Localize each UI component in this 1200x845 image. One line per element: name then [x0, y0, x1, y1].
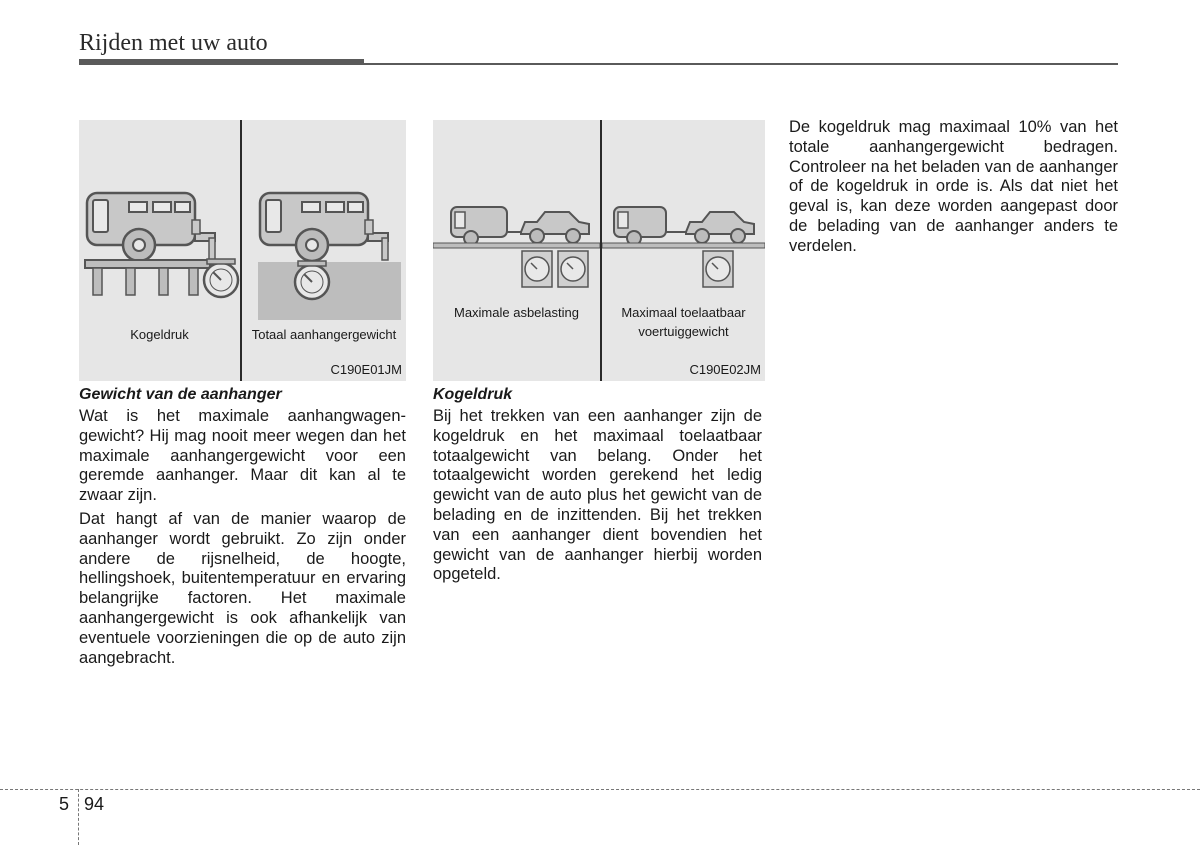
paragraph: De kogeldruk mag maximaal 10% van het totale aanhangergewicht bedragen. Controleer na het beladen van de aanhanger of de kogeldruk in orde is. Als dat niet het geval is, kan deze worden aangepast door de belading van de aanhanger anders te verdelen.: [789, 118, 1118, 255]
figure-trailer-weight: [79, 120, 406, 381]
caption-maximaal-toelaatbaar: [602, 303, 765, 341]
section-heading-kogeldruk: Kogeldruk: [433, 386, 513, 403]
header-rule-thick: [79, 59, 364, 65]
caption-totaal-aanhangergewicht: Totaal aanhangergewicht: [251, 327, 397, 342]
illustration-car-trailer-axle-scales: [433, 120, 600, 300]
figure-code: C190E02JM: [689, 362, 761, 377]
caption-line-1: Maximaal toelaatbaar: [621, 305, 746, 320]
footer-divider: [0, 789, 1200, 790]
figure-axle-load: [433, 120, 765, 381]
page-number: 94: [84, 794, 105, 814]
illustration-trailer-on-scale-left: [79, 120, 240, 320]
paragraph: Bij het trekken van een aanhanger zijn de kogeldruk en het maximaal toelaatbaar totaalgewicht van belang. Onder het totaalgewicht worden gerekend het ledig gewicht van de auto plus het gewicht van de belading en de inzittenden. Bij het trekken van een aanhanger dient bovendien het gewicht van de aanhanger hierbij worden opgeteld.: [433, 407, 762, 584]
caption-line-2: voertuiggewicht: [638, 324, 729, 339]
paragraph: Dat hangt af van de manier waarop de aanhanger wordt gebruikt. Zo zijn onder andere de rijsnelheid, de hoogte, hellingshoek, buitentemperatuur en ervaring belangrijke factoren. Het maximale aanhangergewicht is ook afhankelijk van eventuele voorzieningen die op de auto zijn aangebracht.: [79, 510, 406, 667]
paragraph: Wat is het maximale aanhangwagen-gewicht? Hij mag nooit meer wegen dan het maximale aanhangergewicht voor een geremde aanhanger. Maar dit kan al te zwaar zijn.: [79, 407, 406, 505]
figure-divider: [600, 120, 602, 381]
header-rule-thin: [364, 63, 1118, 65]
footer-vertical-divider: [78, 789, 79, 845]
caption-maximale-asbelasting: Maximale asbelasting: [453, 305, 579, 320]
page-header-title: Rijden met uw auto: [79, 30, 268, 56]
illustration-trailer-on-scale-right: [242, 120, 406, 320]
caption-kogeldruk: Kogeldruk: [130, 327, 189, 342]
section-heading-gewicht: Gewicht van de aanhanger: [79, 386, 282, 403]
illustration-car-trailer-total-scale: [602, 120, 765, 300]
chapter-number: 5: [59, 794, 70, 814]
figure-code: C190E01JM: [330, 362, 402, 377]
